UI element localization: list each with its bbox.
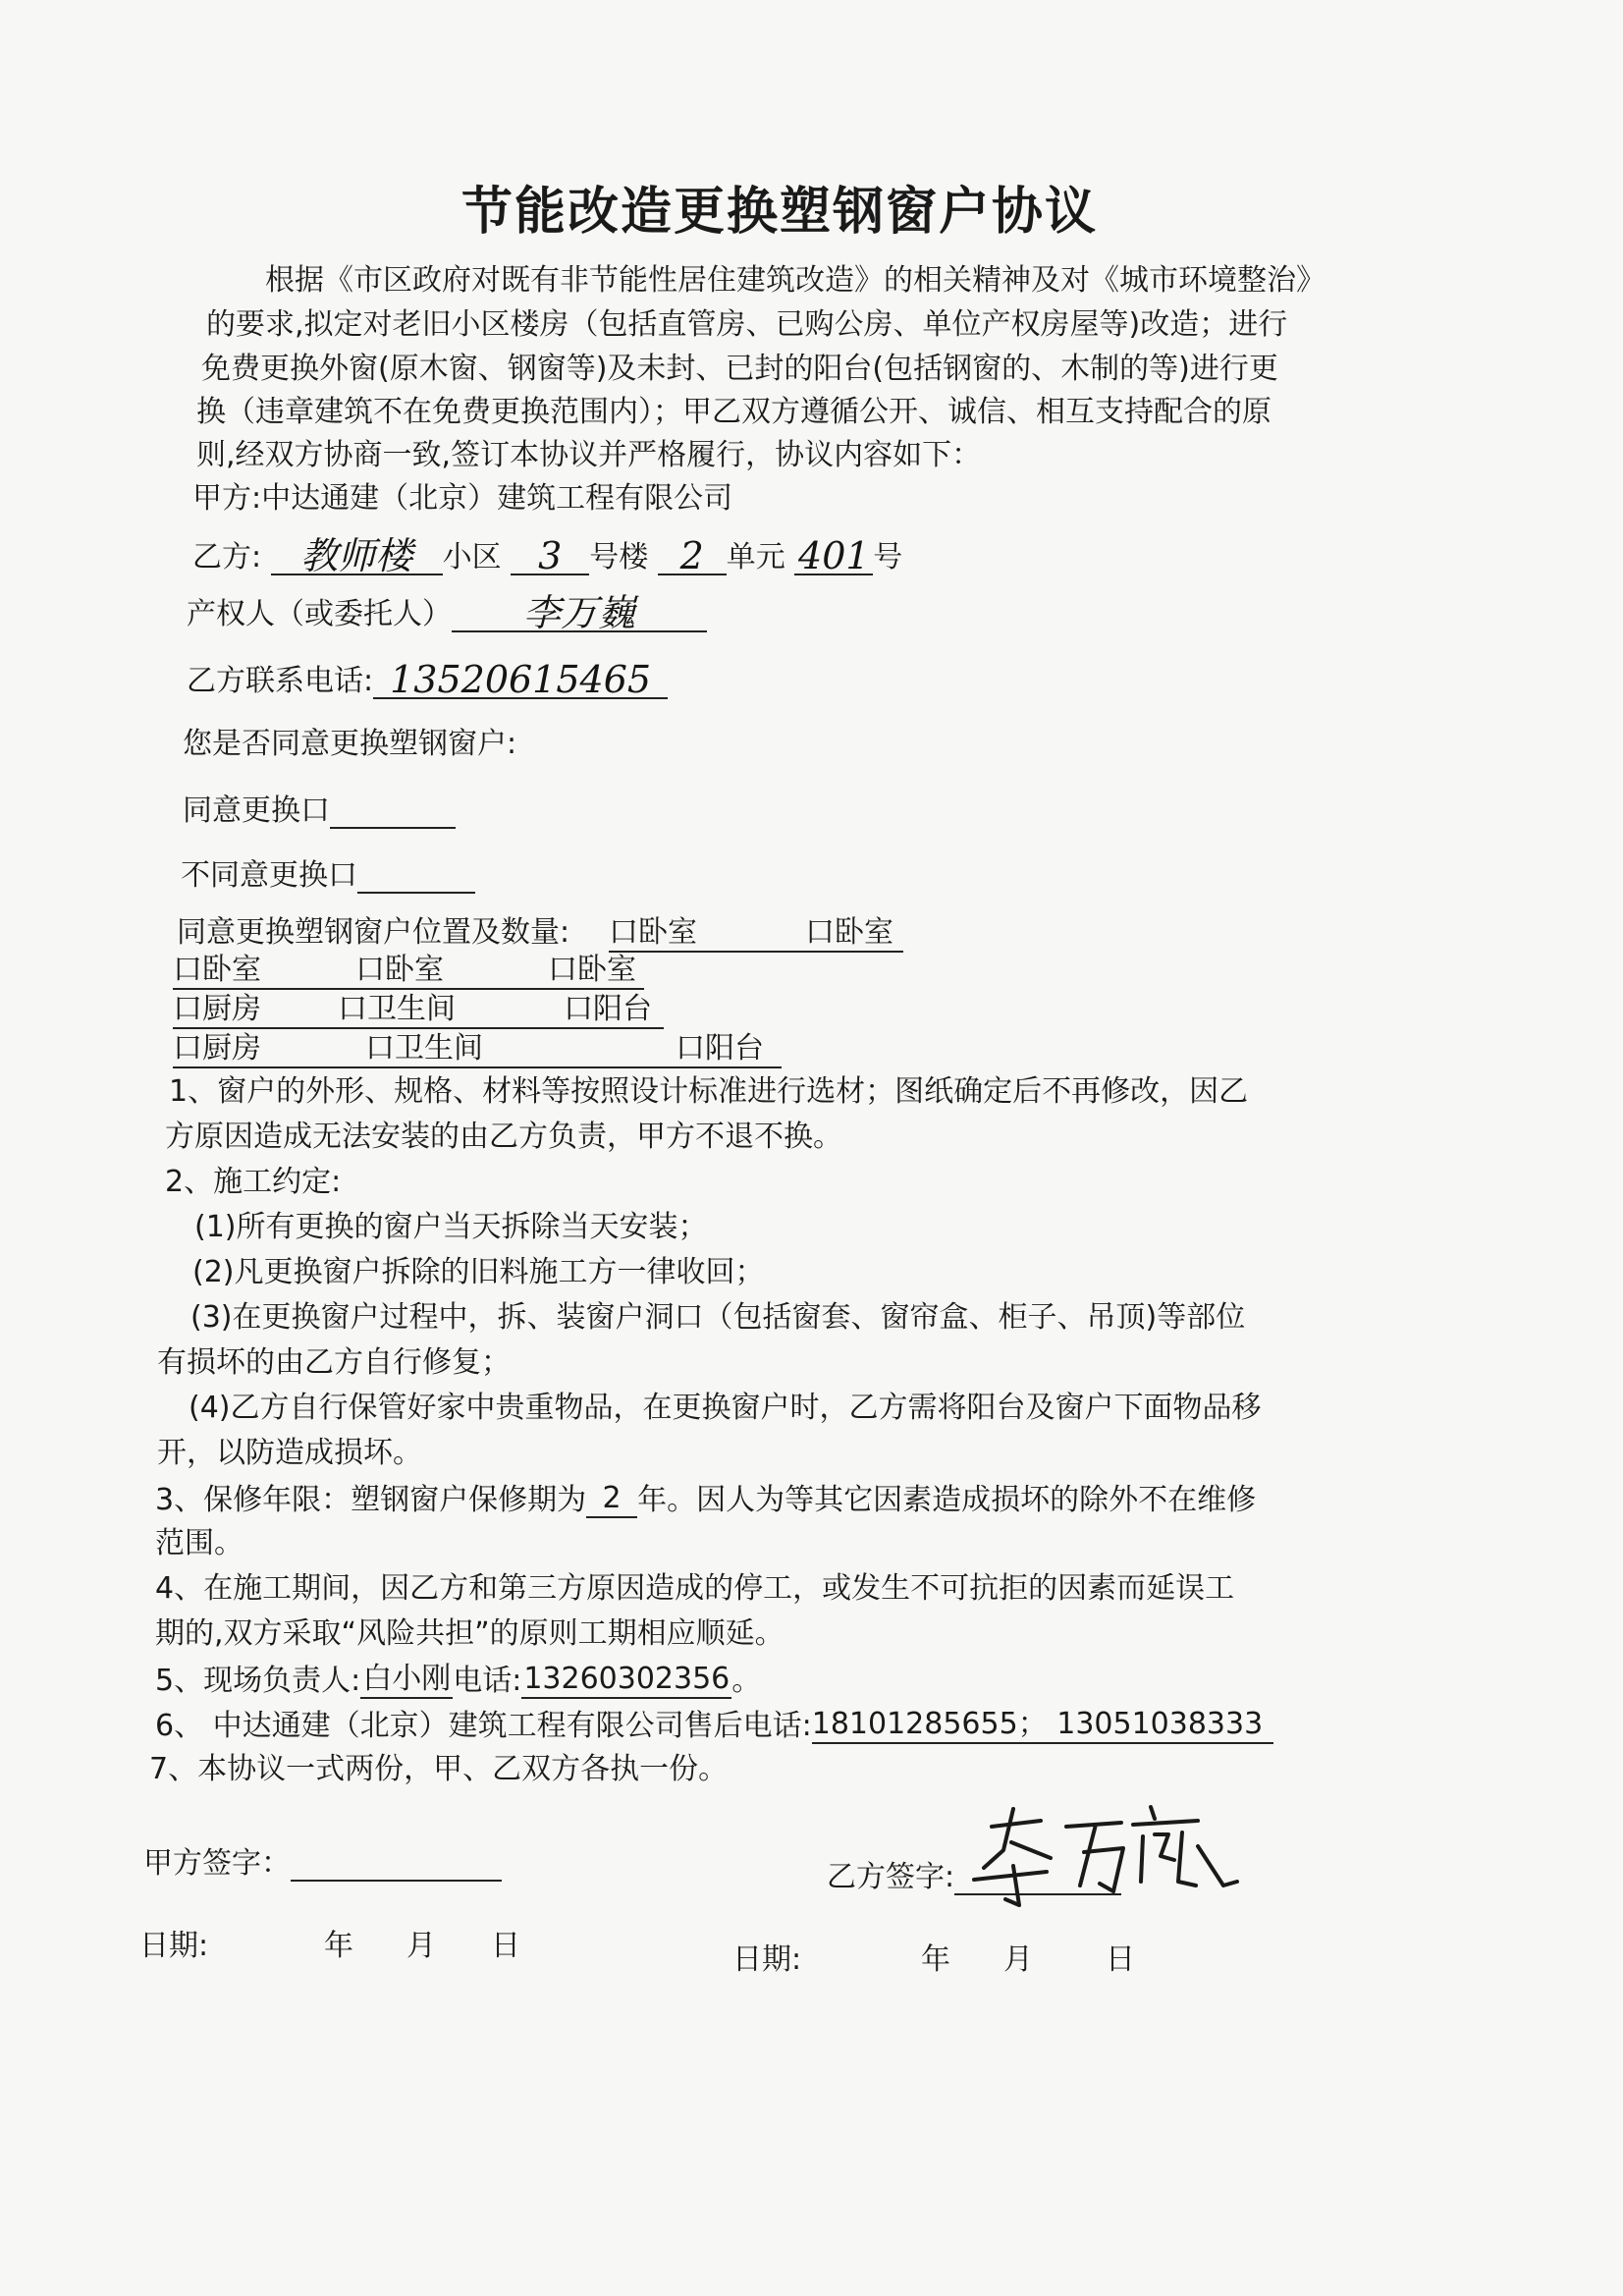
- clause-3-line-1: [155, 1481, 1256, 1518]
- party-b-date-year: 年: [921, 1942, 950, 1977]
- phone-label: 乙方联系电话:: [187, 664, 374, 698]
- clause-4-line-1: 4、在施工期间，因乙方和第三方原因造成的停工，或发生不可抗拒的因素而延误工: [155, 1571, 1235, 1606]
- position-bedroom[interactable]: 口卧室: [805, 915, 893, 950]
- owner-row: [187, 591, 707, 634]
- room-field[interactable]: 401: [794, 538, 873, 575]
- party-a-date-year: 年: [324, 1929, 353, 1963]
- position-bedroom[interactable]: 口卧室: [609, 915, 697, 950]
- clause-7: 7、本协议一式两份，甲、乙双方各执一份。: [149, 1752, 729, 1786]
- community-suffix: 小区: [442, 540, 502, 574]
- unit-suffix: 单元: [726, 540, 785, 574]
- party-a-signature-label: 甲方签字：: [143, 1846, 291, 1881]
- owner-name-field[interactable]: 李万巍: [452, 595, 707, 632]
- party-a-date-month: 月: [406, 1929, 436, 1963]
- disagree-option[interactable]: 不同意更换口: [181, 858, 357, 893]
- agree-option[interactable]: 同意更换口: [183, 793, 330, 828]
- disagree-blank[interactable]: [357, 856, 475, 894]
- party-b-date-row: [732, 1942, 1135, 1978]
- positions-row-4: [173, 1031, 782, 1068]
- position-bathroom[interactable]: 口卫生间: [338, 992, 456, 1026]
- intro-line-2: 的要求,拟定对老旧小区楼房（包括直管房、已购公房、单位产权房屋等)改造；进行: [206, 307, 1288, 342]
- community-field[interactable]: 教师楼: [271, 538, 443, 575]
- party-b-signature-label: 乙方签字:: [827, 1860, 955, 1894]
- position-bedroom[interactable]: 口卧室: [548, 953, 636, 987]
- party-a-date-day: 日: [491, 1929, 520, 1963]
- clause-3-line-2: 范围。: [155, 1526, 243, 1560]
- clause-5-end: 。: [731, 1664, 762, 1698]
- phone-row: [187, 658, 668, 701]
- party-a: 甲方:中达通建（北京）建筑工程有限公司: [192, 481, 733, 516]
- aftersales-phones: 18101285655； 13051038333: [812, 1707, 1273, 1744]
- party-b-row: [192, 534, 903, 577]
- unit-field[interactable]: 2: [658, 538, 727, 575]
- intro-line-1: 根据《市区政府对既有非节能性居住建筑改造》的相关精神及对《城市环境整治》: [265, 263, 1325, 298]
- phone-field[interactable]: 13520615465: [373, 662, 668, 699]
- party-b-date-month: 月: [1003, 1942, 1033, 1977]
- position-balcony[interactable]: 口阳台: [676, 1031, 764, 1066]
- positions-row-2: [173, 953, 644, 990]
- intro-line-4: 换（违章建筑不在免费更换范围内）；甲乙双方遵循公开、诚信、相互支持配合的原: [196, 395, 1271, 429]
- agree-blank[interactable]: [330, 792, 456, 829]
- owner-label: 产权人（或委托人）: [187, 597, 452, 631]
- intro-line-5: 则,经双方协商一致,签订本协议并严格履行，协议内容如下：: [196, 438, 982, 472]
- clause-3-text: 3、保修年限：塑钢窗户保修期为: [155, 1483, 587, 1517]
- position-bathroom[interactable]: 口卫生间: [365, 1031, 483, 1066]
- site-manager-name: 白小刚: [360, 1662, 453, 1699]
- building-field[interactable]: 3: [511, 538, 589, 575]
- party-a-date-row: [139, 1929, 520, 1964]
- party-b-date-day: 日: [1106, 1942, 1135, 1977]
- positions-row-1: [609, 915, 903, 953]
- clause-2-3-line-2: 有损坏的由乙方自行修复；: [157, 1345, 511, 1380]
- site-manager-phone-label: 电话:: [453, 1664, 522, 1698]
- position-kitchen[interactable]: 口厨房: [173, 1031, 261, 1066]
- clause-1-line-1: 1、窗户的外形、规格、材料等按照设计标准进行选材；图纸确定后不再修改，因乙: [169, 1074, 1249, 1109]
- room-suffix: 号: [873, 540, 903, 574]
- clause-2-4-line-2: 开，以防造成损坏。: [157, 1436, 422, 1470]
- party-b-signature-handwriting: [903, 1787, 1257, 1915]
- site-manager-phone: 13260302356: [521, 1662, 731, 1699]
- party-a-date-label: 日期:: [139, 1929, 209, 1963]
- position-bedroom[interactable]: 口卧室: [355, 953, 444, 987]
- positions-label: 同意更换塑钢窗户位置及数量:: [177, 915, 570, 950]
- clause-2-1: (1)所有更换的窗户当天拆除当天安装；: [194, 1210, 708, 1244]
- party-b-label: 乙方:: [192, 540, 262, 574]
- clause-4-line-2: 期的,双方采取“风险共担”的原则工期相应顺延。: [155, 1616, 784, 1651]
- question: 您是否同意更换塑钢窗户:: [183, 727, 517, 761]
- party-a-signature-field[interactable]: [291, 1844, 502, 1882]
- clause-5: [155, 1662, 761, 1699]
- clause-2: 2、施工约定:: [165, 1165, 342, 1199]
- party-b-date-label: 日期:: [732, 1942, 802, 1977]
- position-balcony[interactable]: 口阳台: [564, 992, 652, 1026]
- intro-line-3: 免费更换外窗(原木窗、钢窗等)及未封、已封的阳台(包括钢窗的、木制的等)进行更: [201, 352, 1278, 386]
- clause-3-text-cont: 年。因人为等其它因素造成损坏的除外不在维修: [637, 1483, 1257, 1517]
- clause-2-3-line-1: (3)在更换窗户过程中，拆、装窗户洞口（包括窗套、窗帘盒、柜子、吊顶)等部位: [190, 1300, 1246, 1335]
- party-a-signature-row: [143, 1844, 502, 1882]
- position-bedroom[interactable]: 口卧室: [173, 953, 261, 987]
- clause-2-2: (2)凡更换窗户拆除的旧料施工方一律收回；: [192, 1255, 765, 1289]
- warranty-years-field[interactable]: 2: [586, 1481, 637, 1518]
- aftersales-label: 6、 中达通建（北京）建筑工程有限公司售后电话:: [155, 1709, 812, 1743]
- positions-row-3: [173, 992, 664, 1029]
- agree-row: [183, 792, 456, 829]
- clause-6: [155, 1707, 1273, 1744]
- clause-2-4-line-1: (4)乙方自行保管好家中贵重物品，在更换窗户时，乙方需将阳台及窗户下面物品移: [189, 1391, 1262, 1425]
- position-kitchen[interactable]: 口厨房: [173, 992, 261, 1026]
- disagree-row: [181, 856, 475, 894]
- clause-1-line-2: 方原因造成无法安装的由乙方负责，甲方不退不换。: [165, 1120, 842, 1154]
- document-title: 节能改造更换塑钢窗户协议: [461, 183, 1099, 242]
- site-manager-label: 5、现场负责人:: [155, 1664, 361, 1698]
- building-suffix: 号楼: [589, 540, 649, 574]
